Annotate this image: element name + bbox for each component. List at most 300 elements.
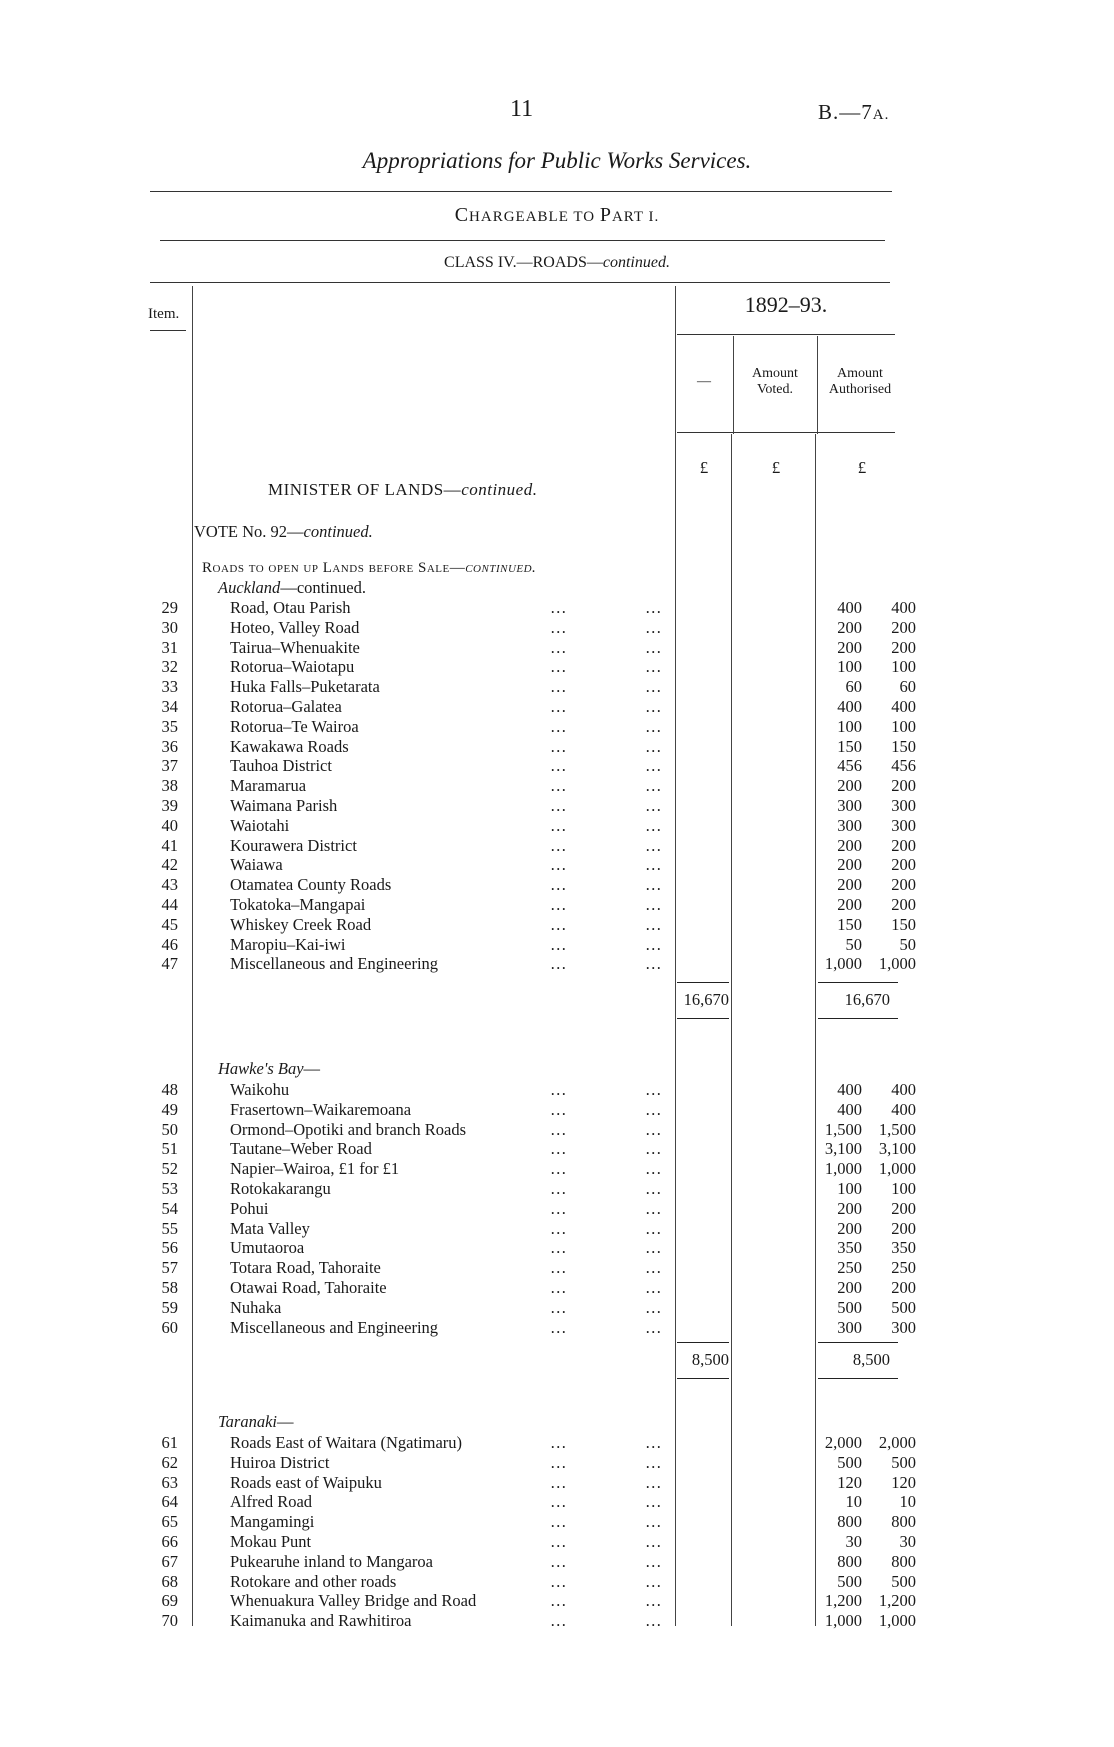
road-name: Waimana Parish	[230, 796, 338, 815]
item-number: 70	[161, 1611, 178, 1631]
amount-authorised: 800	[891, 1551, 916, 1571]
leader-dots: …	[550, 1571, 567, 1591]
amount-authorised: 200	[891, 855, 916, 875]
road-name: Pukearuhe inland to Mangaroa	[230, 1551, 433, 1571]
table-row	[140, 1611, 916, 1631]
item-number: 54	[161, 1198, 178, 1218]
leader-dots: …	[550, 1433, 567, 1452]
road-name: Kourawera District	[230, 835, 357, 855]
amount-authorised: 200	[891, 875, 916, 895]
leader-dots: …	[645, 617, 662, 637]
amount-voted: 100	[837, 716, 862, 736]
leader-dots: …	[550, 1258, 567, 1278]
item-number: 32	[161, 657, 178, 677]
road-name: Pohui	[230, 1198, 269, 1218]
leader-dots: …	[645, 1571, 662, 1591]
item-number: 33	[161, 677, 178, 697]
leader-dots: …	[550, 1472, 567, 1492]
road-name: Tokatoka–Mangapai	[230, 895, 366, 914]
amount-authorised: 1,500	[878, 1119, 916, 1139]
item-column-header: Item.	[148, 306, 180, 322]
table-row	[140, 835, 916, 856]
item-number: 47	[161, 954, 178, 974]
item-number: 63	[161, 1472, 178, 1492]
item-number: 35	[161, 716, 178, 736]
leader-dots: …	[550, 677, 567, 697]
road-name: Whenuakura Valley Bridge and Road	[230, 1591, 477, 1611]
road-name: Otamatea County Roads	[230, 875, 392, 895]
leader-dots: …	[645, 1218, 662, 1238]
road-name: Waiawa	[230, 855, 283, 875]
leader-dots: …	[645, 598, 662, 617]
leader-dots: …	[645, 1611, 662, 1631]
column-header-dash: —	[697, 374, 711, 389]
leader-dots: …	[550, 716, 567, 736]
section-heading: Auckland—continued.	[218, 578, 367, 597]
amount-voted: 800	[837, 1512, 862, 1532]
item-number: 41	[161, 835, 178, 855]
amount-authorised: 200	[891, 1198, 916, 1218]
amount-authorised: 100	[891, 1179, 916, 1198]
leader-dots: …	[645, 1159, 662, 1179]
amount-voted: 50	[845, 934, 862, 954]
table-row	[140, 1159, 916, 1179]
leader-dots: …	[645, 1492, 662, 1512]
road-name: Frasertown–Waikaremoana	[230, 1099, 412, 1119]
amount-authorised: 800	[891, 1512, 916, 1532]
leader-dots: …	[645, 1551, 662, 1571]
item-number: 65	[161, 1512, 178, 1532]
leader-dots: …	[550, 1452, 567, 1472]
item-number: 69	[161, 1591, 178, 1611]
section-heading: Taranaki—	[218, 1412, 294, 1431]
amount-authorised: 500	[891, 1452, 916, 1472]
amount-authorised: 200	[891, 1278, 916, 1297]
table-row	[140, 1080, 916, 1100]
column-header-amount-authorised: Amount Authorised	[828, 366, 892, 397]
table-row	[140, 598, 916, 618]
leader-dots: …	[550, 657, 567, 677]
amount-voted: 200	[837, 776, 862, 796]
leader-dots: …	[645, 677, 662, 697]
item-number: 34	[161, 697, 178, 716]
road-name: Otawai Road, Tahoraite	[230, 1278, 387, 1297]
table-row	[140, 1238, 916, 1258]
year-header: 1892–93.	[744, 292, 828, 317]
amount-voted: 150	[837, 736, 862, 756]
leader-dots: …	[645, 1532, 662, 1551]
road-name: Road, Otau Parish	[230, 598, 351, 617]
total-voted: 16,670	[683, 990, 729, 1009]
table-row	[140, 1258, 916, 1278]
currency-symbol: £	[857, 458, 867, 477]
item-number: 55	[161, 1218, 178, 1238]
leader-dots: …	[550, 1297, 567, 1317]
leader-dots: …	[550, 776, 567, 796]
road-name: Nuhaka	[230, 1297, 282, 1317]
amount-authorised: 300	[891, 796, 916, 815]
table-row	[140, 895, 916, 915]
amount-authorised: 400	[891, 598, 916, 617]
leader-dots: …	[645, 914, 662, 934]
leader-dots: …	[550, 617, 567, 637]
leader-dots: …	[550, 1532, 567, 1551]
leader-dots: …	[645, 1317, 662, 1337]
amount-voted: 500	[837, 1571, 862, 1591]
total-rule	[677, 982, 729, 983]
table-row	[140, 1532, 916, 1552]
amount-voted: 1,000	[824, 1159, 862, 1179]
amount-voted: 200	[837, 617, 862, 637]
total-authorised: 8,500	[852, 1350, 890, 1369]
item-number: 68	[161, 1571, 178, 1591]
roads-heading: Roads to open up Lands before Sale—continued.	[202, 560, 537, 576]
minister-heading: MINISTER OF LANDS—continued.	[268, 480, 538, 499]
amount-voted: 350	[837, 1238, 862, 1258]
leader-dots: …	[645, 1472, 662, 1492]
amount-voted: 1,500	[824, 1119, 862, 1139]
leader-dots: …	[645, 1179, 662, 1198]
leader-dots: …	[550, 1551, 567, 1571]
amount-voted: 1,000	[824, 954, 862, 974]
table-top-rule	[150, 282, 890, 283]
amount-voted: 200	[837, 855, 862, 875]
amount-authorised: 400	[891, 697, 916, 716]
item-number: 60	[161, 1317, 178, 1337]
column-rule	[733, 336, 734, 434]
leader-dots: …	[550, 1139, 567, 1159]
amount-authorised: 500	[891, 1571, 916, 1591]
amount-voted: 100	[837, 1179, 862, 1198]
amount-voted: 200	[837, 1218, 862, 1238]
total-rule	[818, 1378, 898, 1379]
table-row	[140, 1492, 916, 1512]
table-row	[140, 1297, 916, 1318]
leader-dots: …	[645, 934, 662, 954]
amount-authorised: 10	[899, 1492, 916, 1512]
leader-dots: …	[550, 815, 567, 835]
total-authorised: 16,670	[844, 990, 890, 1009]
amount-authorised: 100	[891, 716, 916, 736]
table-row	[140, 914, 916, 935]
item-number: 31	[161, 637, 178, 657]
total-rule	[677, 1378, 729, 1379]
item-number: 48	[161, 1080, 178, 1099]
table-row	[140, 815, 916, 836]
leader-dots: …	[550, 855, 567, 875]
item-number: 56	[161, 1238, 178, 1258]
amount-authorised: 200	[891, 1218, 916, 1238]
leader-dots: …	[550, 1591, 567, 1611]
road-name: Kaimanuka and Rawhitiroa	[230, 1611, 412, 1631]
leader-dots: …	[645, 835, 662, 855]
road-name: Tairua–Whenuakite	[230, 637, 360, 657]
amount-voted: 120	[837, 1472, 862, 1492]
section-heading: Hawke's Bay—	[218, 1059, 321, 1078]
road-name: Huka Falls–Puketarata	[230, 677, 380, 697]
amount-authorised: 300	[891, 1317, 916, 1337]
leader-dots: …	[550, 1198, 567, 1218]
leader-dots: …	[550, 1512, 567, 1532]
item-number: 49	[161, 1099, 178, 1119]
leader-dots: …	[550, 697, 567, 716]
road-name: Maropiu–Kai-iwi	[230, 934, 346, 954]
leader-dots: …	[550, 756, 567, 776]
leader-dots: …	[645, 1591, 662, 1611]
amount-voted: 200	[837, 1278, 862, 1297]
amount-authorised: 120	[891, 1472, 916, 1492]
page-title: Appropriations for Public Works Services.	[362, 148, 752, 173]
amount-voted: 500	[837, 1452, 862, 1472]
road-name: Miscellaneous and Engineering	[230, 1317, 439, 1337]
amount-voted: 200	[837, 1198, 862, 1218]
table-row	[140, 1119, 916, 1140]
table-row	[140, 1198, 916, 1219]
table-row	[140, 677, 916, 697]
table-row	[140, 1139, 916, 1159]
amount-voted: 30	[845, 1532, 862, 1551]
class-heading: CLASS IV.—ROADS—continued.	[444, 254, 670, 271]
divider	[160, 240, 885, 241]
road-name: Huiroa District	[230, 1452, 330, 1472]
table-row	[140, 954, 916, 974]
amount-voted: 2,000	[824, 1433, 862, 1452]
table-row	[140, 1099, 916, 1120]
road-name: Mokau Punt	[230, 1532, 312, 1551]
item-number: 46	[161, 934, 178, 954]
amount-authorised: 2,000	[878, 1433, 916, 1452]
table-row	[140, 756, 916, 776]
leader-dots: …	[645, 736, 662, 756]
leader-dots: …	[550, 796, 567, 815]
table-row	[140, 637, 916, 658]
table-row	[140, 1218, 916, 1239]
vote-heading: VOTE No. 92—continued.	[194, 522, 373, 541]
leader-dots: …	[645, 1278, 662, 1297]
document-code: B.—7A.	[818, 100, 890, 124]
column-header-amount-voted: Amount Voted.	[752, 366, 798, 397]
amount-authorised: 1,000	[878, 1159, 916, 1179]
road-name: Mata Valley	[230, 1218, 310, 1238]
leader-dots: …	[645, 815, 662, 835]
leader-dots: …	[645, 875, 662, 895]
amount-authorised: 250	[891, 1258, 916, 1278]
amount-voted: 200	[837, 895, 862, 914]
leader-dots: …	[645, 776, 662, 796]
amount-voted: 100	[837, 657, 862, 677]
item-number: 61	[161, 1433, 178, 1452]
total-rule	[818, 1342, 898, 1343]
amount-voted: 456	[837, 756, 862, 776]
road-name: Waiotahi	[230, 815, 290, 835]
item-number: 57	[161, 1258, 178, 1278]
leader-dots: …	[645, 954, 662, 974]
leader-dots: …	[550, 954, 567, 974]
amount-voted: 10	[845, 1492, 862, 1512]
amount-authorised: 200	[891, 617, 916, 637]
table-row	[140, 1472, 916, 1493]
item-number: 52	[161, 1159, 178, 1179]
leader-dots: …	[645, 895, 662, 914]
table-row	[140, 1433, 916, 1453]
leader-dots: …	[645, 1080, 662, 1099]
amount-authorised: 200	[891, 895, 916, 914]
table-row	[140, 617, 916, 638]
amount-authorised: 350	[891, 1238, 916, 1258]
amount-authorised: 400	[891, 1080, 916, 1099]
leader-dots: …	[550, 637, 567, 657]
road-name: Totara Road, Tahoraite	[230, 1258, 381, 1278]
table-row	[140, 934, 916, 955]
item-number: 38	[161, 776, 178, 796]
amount-authorised: 30	[899, 1532, 916, 1551]
item-number: 58	[161, 1278, 178, 1297]
road-name: Waikohu	[230, 1080, 290, 1099]
divider	[677, 334, 895, 335]
road-name: Maramarua	[230, 776, 307, 796]
road-name: Miscellaneous and Engineering	[230, 954, 439, 974]
road-name: Roads East of Waitara (Ngatimaru)	[230, 1433, 463, 1452]
leader-dots: …	[645, 716, 662, 736]
table-row	[140, 716, 916, 737]
leader-dots: …	[550, 835, 567, 855]
leader-dots: …	[645, 1297, 662, 1317]
divider	[150, 330, 186, 331]
amount-voted: 200	[837, 835, 862, 855]
divider	[150, 191, 892, 192]
leader-dots: …	[645, 1099, 662, 1119]
total-rule	[818, 982, 898, 983]
road-name: Ormond–Opotiki and branch Roads	[230, 1119, 467, 1139]
leader-dots: …	[645, 796, 662, 815]
item-number: 67	[161, 1551, 178, 1571]
table-row	[140, 855, 916, 875]
amount-authorised: 1,000	[878, 954, 916, 974]
table-row	[140, 1571, 916, 1592]
leader-dots: …	[645, 657, 662, 677]
total-rule	[677, 1018, 729, 1019]
road-name: Rotokakarangu	[230, 1179, 331, 1198]
table-row	[140, 776, 916, 796]
leader-dots: …	[645, 756, 662, 776]
leader-dots: …	[645, 697, 662, 716]
road-name: Tauhoa District	[230, 756, 332, 776]
amount-authorised: 1,000	[878, 1611, 916, 1631]
leader-dots: …	[550, 1099, 567, 1119]
leader-dots: …	[645, 1512, 662, 1532]
divider	[677, 432, 895, 433]
road-name: Tautane–Weber Road	[230, 1139, 372, 1159]
road-name: Mangamingi	[230, 1512, 315, 1532]
total-voted: 8,500	[691, 1350, 729, 1369]
leader-dots: …	[645, 1198, 662, 1218]
leader-dots: …	[550, 875, 567, 895]
item-number: 45	[161, 914, 178, 934]
amount-authorised: 200	[891, 776, 916, 796]
leader-dots: …	[550, 934, 567, 954]
amount-authorised: 300	[891, 815, 916, 835]
leader-dots: …	[550, 914, 567, 934]
item-number: 37	[161, 756, 178, 776]
table-row	[140, 657, 916, 677]
leader-dots: …	[550, 1218, 567, 1238]
amount-authorised: 1,200	[878, 1591, 916, 1611]
item-number: 42	[161, 855, 178, 875]
leader-dots: …	[645, 1119, 662, 1139]
table-row	[140, 1278, 916, 1298]
table-row	[140, 697, 916, 717]
amount-voted: 250	[837, 1258, 862, 1278]
item-number: 53	[161, 1179, 178, 1198]
leader-dots: …	[645, 1258, 662, 1278]
amount-voted: 1,200	[824, 1591, 862, 1611]
road-name: Napier–Wairoa, £1 for £1	[230, 1159, 400, 1179]
leader-dots: …	[550, 1317, 567, 1337]
amount-authorised: 200	[891, 835, 916, 855]
leader-dots: …	[550, 1179, 567, 1198]
amount-voted: 800	[837, 1551, 862, 1571]
amount-voted: 300	[837, 1317, 862, 1337]
amount-authorised: 100	[891, 657, 916, 677]
amount-voted: 400	[837, 697, 862, 716]
amount-voted: 300	[837, 815, 862, 835]
leader-dots: …	[645, 855, 662, 875]
item-number: 43	[161, 875, 178, 895]
item-number: 39	[161, 796, 178, 815]
amount-authorised: 150	[891, 914, 916, 934]
amount-voted: 1,000	[824, 1611, 862, 1631]
leader-dots: …	[550, 1278, 567, 1297]
road-name: Rotokare and other roads	[230, 1571, 397, 1591]
amount-authorised: 60	[899, 677, 916, 697]
amount-voted: 150	[837, 914, 862, 934]
item-number: 62	[161, 1452, 178, 1472]
amount-voted: 400	[837, 1099, 862, 1119]
leader-dots: …	[645, 1238, 662, 1258]
leader-dots: …	[645, 1452, 662, 1472]
amount-voted: 400	[837, 1080, 862, 1099]
item-number: 51	[161, 1139, 178, 1159]
leader-dots: …	[645, 1433, 662, 1452]
item-number: 30	[161, 617, 178, 637]
page-number: 11	[510, 96, 534, 122]
table-row	[140, 1512, 916, 1532]
road-name: Rotorua–Galatea	[230, 697, 342, 716]
leader-dots: …	[550, 1119, 567, 1139]
amount-authorised: 400	[891, 1099, 916, 1119]
leader-dots: …	[550, 1611, 567, 1631]
item-number: 44	[161, 895, 178, 914]
chargeable-heading: CHARGEABLE TO PART I.	[454, 204, 660, 226]
amount-authorised: 50	[899, 934, 916, 954]
leader-dots: …	[550, 736, 567, 756]
table-row	[140, 1551, 916, 1572]
amount-authorised: 500	[891, 1297, 916, 1317]
table-row	[140, 1452, 916, 1473]
amount-authorised: 200	[891, 637, 916, 657]
item-number: 64	[161, 1492, 178, 1512]
road-name: Umutaoroa	[230, 1238, 305, 1258]
leader-dots: …	[550, 1080, 567, 1099]
table-row	[140, 875, 916, 895]
item-number: 29	[161, 598, 178, 617]
currency-symbol: £	[699, 458, 709, 477]
amount-authorised: 456	[891, 756, 916, 776]
road-name: Rotorua–Waiotapu	[230, 657, 355, 677]
amount-voted: 300	[837, 796, 862, 815]
table-row	[140, 796, 916, 816]
item-number: 59	[161, 1297, 178, 1317]
